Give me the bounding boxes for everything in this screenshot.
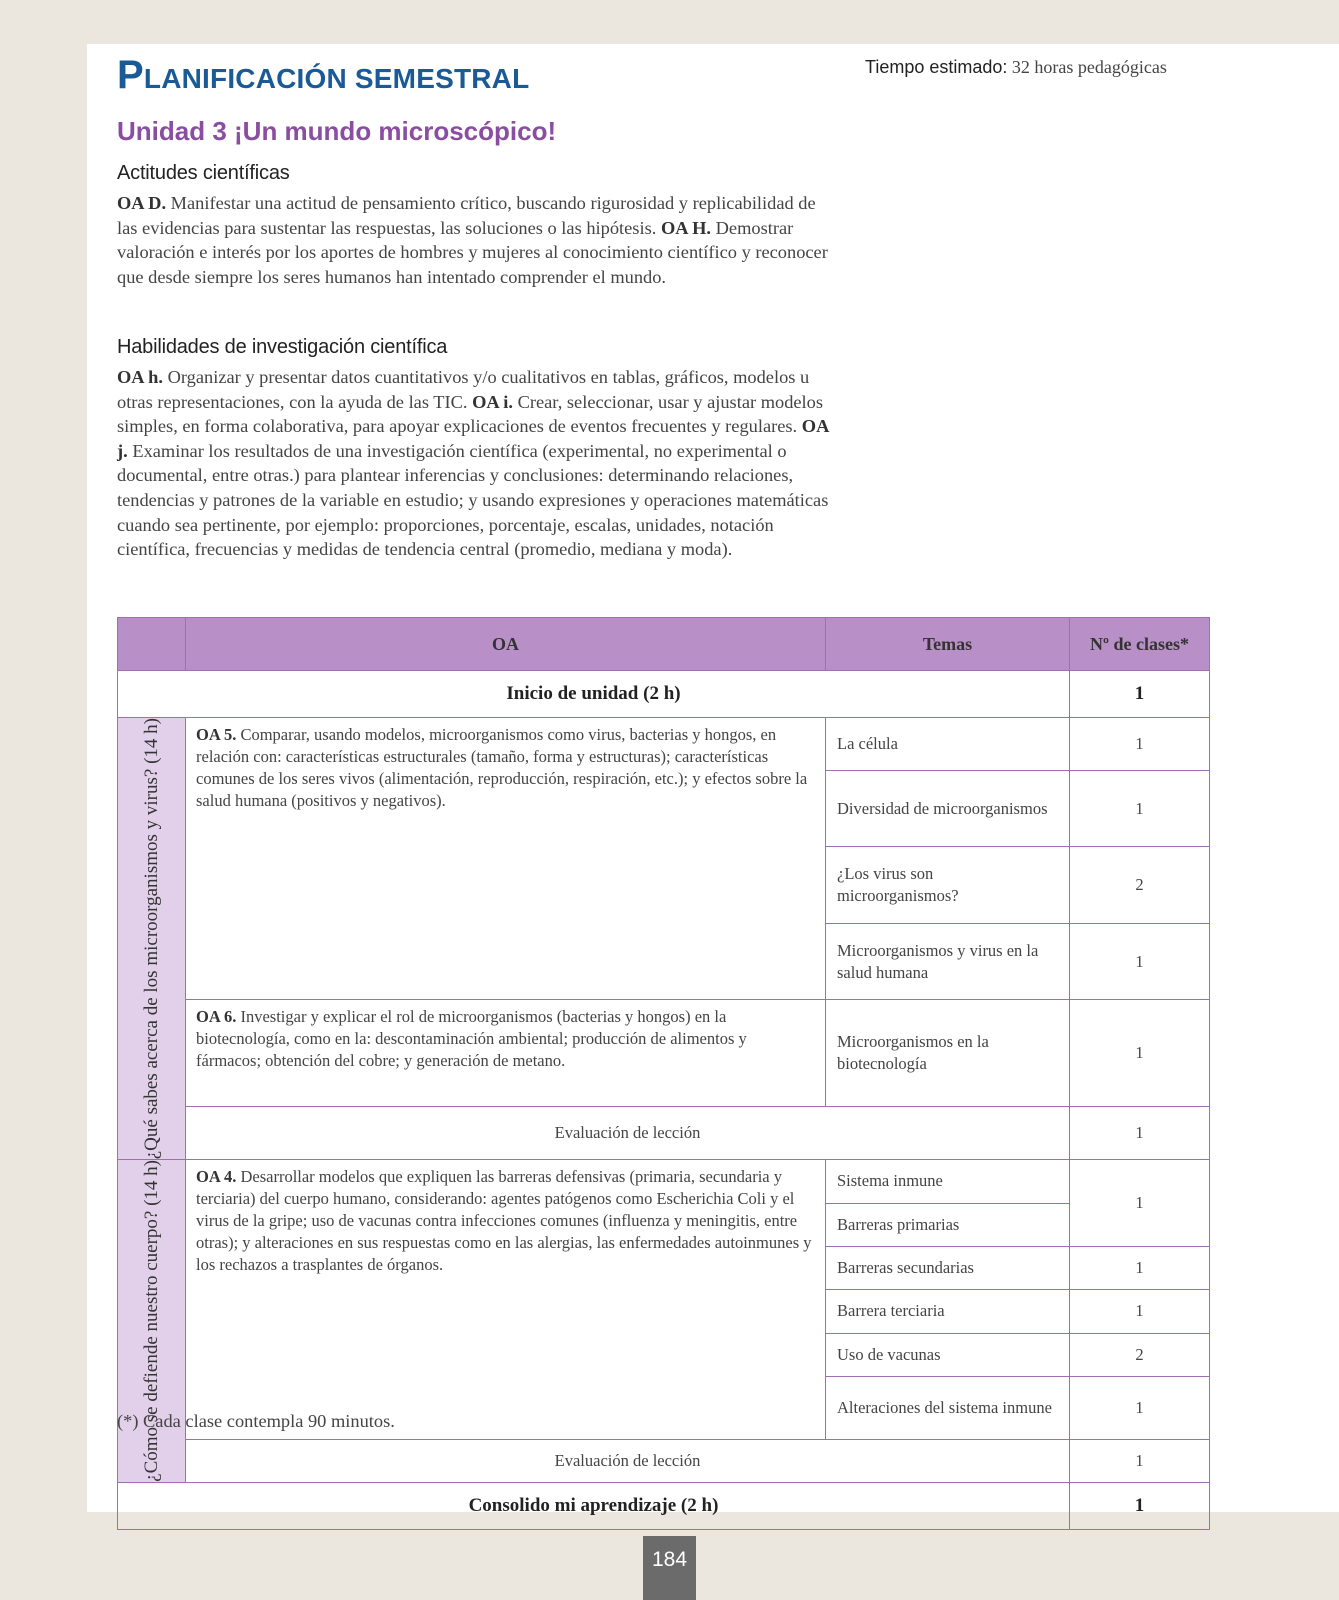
header-oa: OA [186, 618, 826, 671]
tema-cell: Sistema inmune [826, 1160, 1070, 1203]
consolido-clases: 1 [1070, 1483, 1210, 1530]
time-label: Tiempo estimado: [865, 57, 1008, 77]
eval-clases: 1 [1070, 1439, 1210, 1482]
table-row [118, 1160, 1210, 1203]
oa-h-upper-text: Demostrar valoración e interés por los aportes de hombres y mujeres al conocimiento científico y reconocer que desde siempre los seres humanos han intentado comprender el mundo. [117, 217, 828, 287]
oa6-text: Investigar y explicar el rol de microorganismos (bacterias y hongos) en la biotecnología, como en la: descontaminación ambiental; producción de alimentos y fármacos; obtención del cobre; y generación de metano. [196, 1007, 747, 1071]
tema-cell: Microorganismos en la biotecnología [826, 1000, 1070, 1107]
lesson1-eval-row [118, 1107, 1210, 1160]
header-blank [118, 618, 186, 671]
oa4-cell [186, 1160, 826, 1439]
planning-table [117, 617, 1210, 1530]
unit-title: Unidad 3 ¡Un mundo microscópico! [117, 116, 557, 146]
inicio-label: Inicio de unidad (2 h) [118, 671, 1070, 718]
oa5-text: Comparar, usando modelos, microorganismos como virus, bacterias y hongos, en relación con: características estructurales (tamaño, forma y estructuras); características comunes de los seres vivos (alimentación, reproducción, respiración, etc.); y efectos sobre la salud humana (positivos y negativos). [196, 725, 808, 810]
habilidades-paragraph [117, 365, 837, 562]
oa-h-upper-code: OA H. [660, 217, 712, 238]
tema-cell: Barreras primarias [826, 1203, 1070, 1246]
oa-d-code: OA D. [117, 193, 167, 213]
tema-cell: Microorganismos y virus en la salud humana [826, 923, 1070, 1000]
inicio-clases: 1 [1070, 671, 1210, 718]
clases-cell: 1 [1070, 718, 1210, 771]
inicio-row [118, 671, 1210, 718]
oa6-code: OA 6. [196, 1007, 237, 1027]
clases-cell: 2 [1070, 1333, 1210, 1376]
title-initial: P [117, 53, 144, 97]
title-rest: LANIFICACIÓN SEMESTRAL [143, 63, 530, 94]
actitudes-heading: Actitudes científicas [117, 162, 290, 184]
oa4-code: OA 4. [196, 1167, 237, 1187]
time-estimate-box [853, 49, 1211, 95]
time-value: 32 horas pedagógicas [1011, 57, 1167, 77]
header-temas: Temas [826, 618, 1070, 671]
header-clases: Nº de clases* [1070, 618, 1210, 671]
eval-clases: 1 [1070, 1107, 1210, 1160]
footnote: (*) Cada clase contempla 90 minutos. [117, 1411, 395, 1431]
tema-cell: Diversidad de microorganismos [826, 770, 1070, 847]
oa-i-code: OA i. [472, 391, 513, 412]
page-number: 184 [643, 1536, 696, 1600]
lesson2-side-label: ¿Cómo se defiende nuestro cuerpo? (14 h) [118, 1160, 186, 1483]
lesson2-eval-row [118, 1439, 1210, 1482]
clases-cell: 1 [1070, 1160, 1210, 1247]
tema-cell: La célula [826, 718, 1070, 771]
section-actitudes [117, 162, 837, 289]
habilidades-heading: Habilidades de investigación científica [117, 336, 448, 358]
oa5-code: OA 5. [196, 725, 237, 744]
tema-cell: ¿Los virus son microorganismos? [826, 847, 1070, 924]
table-header-row [118, 618, 1210, 671]
actitudes-paragraph [117, 191, 837, 289]
tema-cell: Uso de vacunas [826, 1333, 1070, 1376]
clases-cell: 1 [1070, 770, 1210, 847]
clases-cell: 1 [1070, 1376, 1210, 1439]
eval-label: Evaluación de lección [186, 1107, 1070, 1160]
consolido-label: Consolido mi aprendizaje (2 h) [118, 1483, 1070, 1530]
eval-label: Evaluación de lección [186, 1439, 1070, 1482]
oa-j-code: OA j. [117, 416, 829, 461]
clases-cell: 1 [1070, 1000, 1210, 1107]
table-row [118, 1000, 1210, 1107]
oa5-cell [186, 718, 826, 1000]
page-title [117, 53, 529, 98]
tema-cell: Barrera terciaria [826, 1290, 1070, 1333]
clases-cell: 1 [1070, 1290, 1210, 1333]
oa-h-text: Organizar y presentar datos cuantitativos y/o cualitativos en tablas, gráficos, modelos u otras representaciones, con la ayuda de las TIC. [117, 367, 810, 412]
oa6-cell [186, 1000, 826, 1107]
clases-cell: 2 [1070, 847, 1210, 924]
oa-j-text: Examinar los resultados de una investigación científica (experimental, no experimental o documental, entre otras.) para plantear inferencias y conclusiones: determinando relaciones, tendencias y patrones de la variable en estudio; y usando expresiones y operaciones matemáticas cuando sea pertinente, por ejemplo: proporciones, porcentaje, escalas, unidades, notación científica, frecuencias y medidas de tendencia central (promedio, mediana y moda). [117, 440, 829, 560]
oa4-text: Desarrollar modelos que expliquen las barreras defensivas (primaria, secundaria y terciaria) del cuerpo humano, considerando: agentes patógenos como Escherichia Coli y el virus de la gripe; uso de vacunas contra infecciones comunes (influenza y meningitis, entre otras); y alteraciones en sus respuestas como en las alergias, las enfermedades autoinmunes y los rechazos a trasplantes de órganos. [196, 1167, 812, 1275]
tema-cell: Barreras secundarias [826, 1246, 1070, 1289]
oa-h-code: OA h. [117, 367, 163, 387]
clases-cell: 1 [1070, 1246, 1210, 1289]
clases-cell: 1 [1070, 923, 1210, 1000]
consolido-row [118, 1483, 1210, 1530]
oa-d-text: Manifestar una actitud de pensamiento crítico, buscando rigurosidad y replicabilidad de las evidencias para sustentar las respuestas, las soluciones o las hipótesis. [117, 193, 816, 238]
tema-cell: Alteraciones del sistema inmune [826, 1376, 1070, 1439]
section-habilidades [117, 336, 837, 562]
lesson1-side-label: ¿Qué sabes acerca de los microorganismos y virus? (14 h) [118, 718, 186, 1160]
oa-i-text: Crear, seleccionar, usar y ajustar modelos simples, en forma colaborativa, para apoyar explicaciones de eventos frecuentes y regulares. [117, 391, 824, 437]
table-row [118, 718, 1210, 771]
